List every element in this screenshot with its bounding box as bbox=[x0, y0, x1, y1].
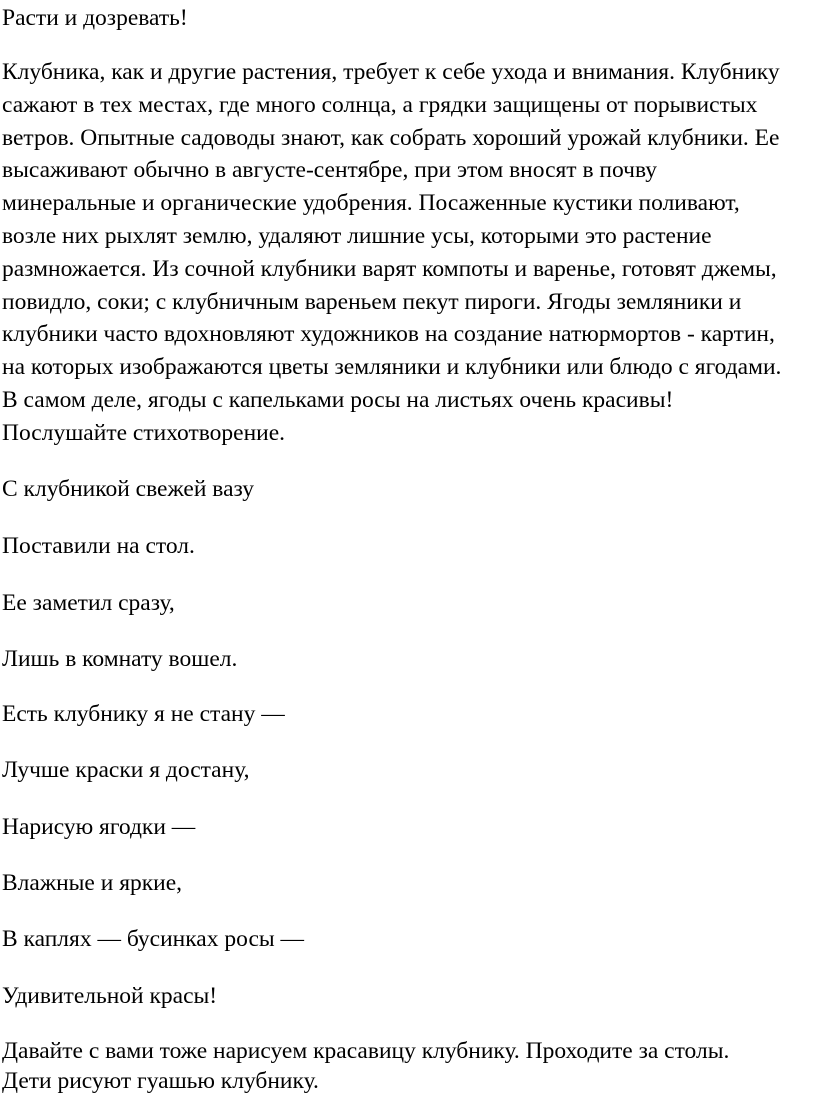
paragraph-line: Дети рисуют гуашью клубнику. bbox=[2, 1068, 319, 1094]
paragraph-line: размножается. Из сочной клубники варят компоты и варенье, готовят джемы, bbox=[2, 255, 777, 282]
poem-line: Удивительной красы! bbox=[2, 983, 218, 1009]
poem-line: Ее заметил сразу, bbox=[2, 590, 175, 616]
paragraph-line: В самом деле, ягоды с капельками росы на листьях очень красивы! bbox=[2, 386, 674, 413]
document-title: Расти и дозревать! bbox=[2, 5, 188, 31]
poem-line: В каплях — бусинках росы — bbox=[2, 926, 305, 952]
paragraph-line: Клубника, как и другие растения, требует к себе ухода и внимания. Клубнику bbox=[2, 59, 780, 85]
paragraph-line: сажают в тех местах, где много солнца, а грядки защищены от порывистых bbox=[2, 91, 758, 118]
poem-line: Есть клубнику я не стану — bbox=[2, 701, 285, 727]
paragraph-line: возле них рыхлят землю, удаляют лишние усы, которыми это растение bbox=[2, 222, 712, 249]
poem-line: С клубникой свежей вазу bbox=[2, 476, 255, 502]
intro-paragraph bbox=[2, 56, 814, 450]
paragraph-line: высаживают обычно в августе-сентябре, при этом вносят в почву bbox=[2, 157, 658, 184]
poem-line: Лишь в комнату вошел. bbox=[2, 646, 238, 672]
paragraph-line: повидло, соки; с клубничным вареньем пекут пироги. Ягоды земляники и bbox=[2, 288, 742, 315]
poem-line: Лучше краски я достану, bbox=[2, 757, 250, 783]
closing-paragraph bbox=[2, 1036, 729, 1096]
paragraph-line: Давайте с вами тоже нарисуем красавицу клубнику. Проходите за столы. bbox=[2, 1038, 730, 1064]
poem-line: Влажные и яркие, bbox=[2, 870, 183, 896]
paragraph-line: Послушайте стихотворение. bbox=[2, 419, 286, 446]
paragraph-line: клубники часто вдохновляют художников на создание натюрмортов - картин, bbox=[2, 321, 775, 348]
poem-line: Нарисую ягодки — bbox=[2, 814, 196, 840]
paragraph-line: ветров. Опытные садоводы знают, как собрать хороший урожай клубники. Ее bbox=[2, 124, 780, 151]
paragraph-line: минеральные и органические удобрения. Посаженные кустики поливают, bbox=[2, 190, 740, 217]
poem-line: Поставили на стол. bbox=[2, 533, 195, 559]
paragraph-line: на которых изображаются цветы земляники и клубники или блюдо с ягодами. bbox=[2, 354, 782, 381]
